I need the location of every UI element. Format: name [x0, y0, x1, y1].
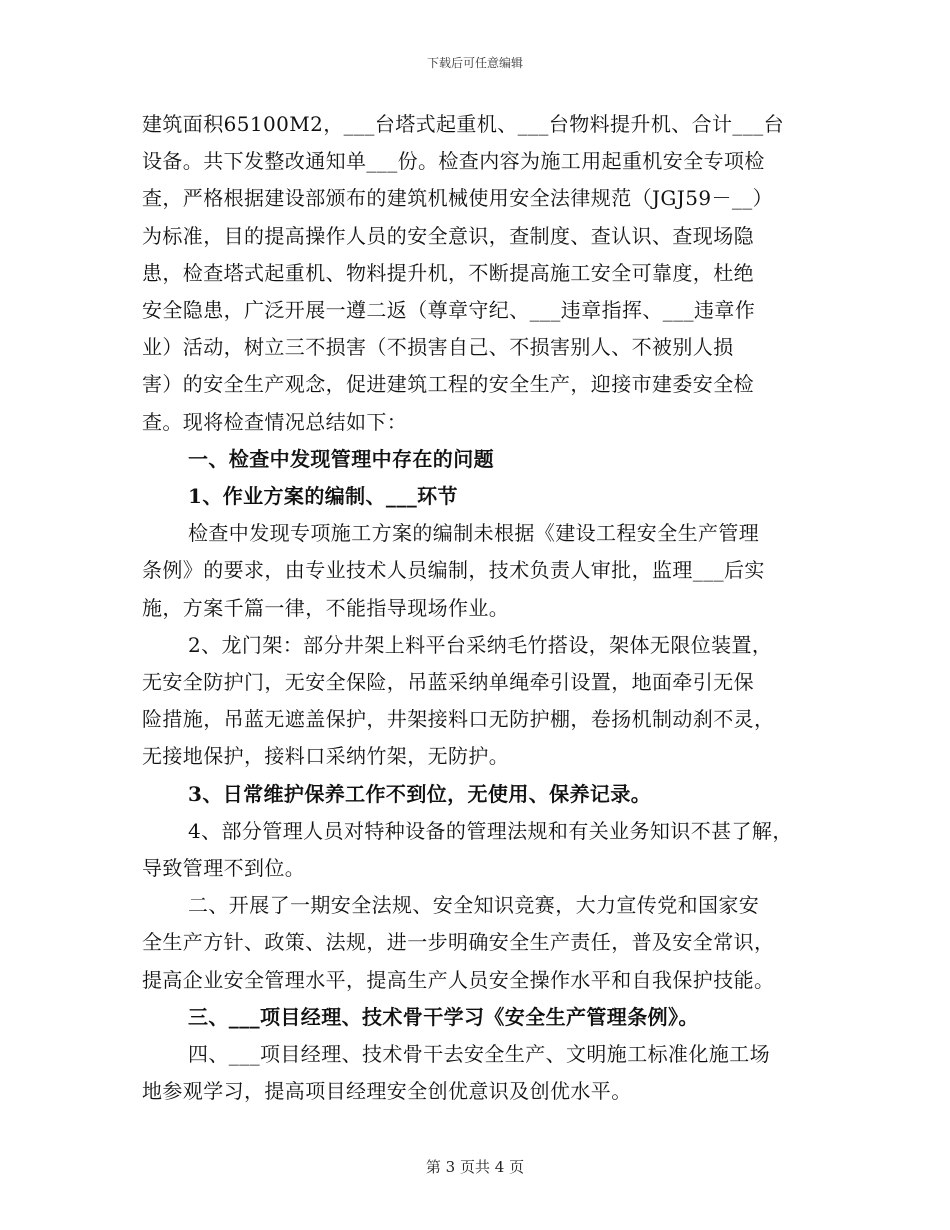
page-header: 下载后可任意编辑: [426, 56, 523, 70]
section-heading-line: 一、检查中发现管理中存在的问题: [188, 446, 494, 471]
paragraph-line: 查，严格根据建设部颁布的建筑机械使用安全法律规范（JGJ59－__）: [142, 186, 774, 211]
paragraph-line: 四、___项目经理、技术骨干去安全生产、文明施工标准化施工场: [188, 1042, 770, 1067]
paragraph-line: 险措施，吊蓝无遮盖保护，井架接料口无防护棚，卷扬机制动刹不灵，: [142, 707, 775, 732]
paragraph-line: 设备。共下发整改通知单___份。检查内容为施工用起重机安全专项检: [142, 149, 765, 174]
paragraph-line: 导致管理不到位。: [142, 856, 306, 881]
paragraph-line: 查。现将检查情况总结如下：: [142, 409, 408, 434]
paragraph-line: 安全隐患，广泛开展一遵二返（尊章守纪、___违章指挥、___违章作: [142, 298, 756, 323]
paragraph-line: 检查中发现专项施工方案的编制未根据《建设工程安全生产管理: [188, 521, 760, 546]
paragraph-line: 无安全防护门，无安全保险，吊蓝采纳单绳牵引设置，地面牵引无保: [142, 670, 754, 695]
paragraph-line: 全生产方针、政策、法规，进一步明确安全生产责任，普及安全常识，: [142, 930, 775, 955]
paragraph-line: 业）活动，树立三不损害（不损害自己、不损害别人、不被别人损: [142, 335, 734, 360]
paragraph-line: 害）的安全生产观念，促进建筑工程的安全生产，迎接市建委安全检: [142, 372, 754, 397]
paragraph-line: 二、开展了一期安全法规、安全知识竞赛，大力宣传党和国家安: [188, 893, 760, 918]
section-heading-line: 三、___项目经理、技术骨干学习《安全生产管理条例》。: [188, 1004, 699, 1029]
paragraph-line: 为标准，目的提高操作人员的安全意识，查制度、查认识、查现场隐: [142, 223, 754, 248]
paragraph-line: 2、龙门架：部分井架上料平台采纳毛竹搭设，架体无限位装置，: [188, 632, 773, 657]
paragraph-line: 4、部分管理人员对特种设备的管理法规和有关业务知识不甚了解，: [188, 818, 793, 843]
section-heading-line: 3、日常维护保养工作不到位，无使用、保养记录。: [188, 781, 652, 806]
paragraph-line: 无接地保护，接料口采纳竹架，无防护。: [142, 744, 510, 769]
section-heading-line: 1、作业方案的编制、___环节: [188, 484, 458, 509]
paragraph-line: 患，检查塔式起重机、物料提升机，不断提高施工安全可靠度，杜绝: [142, 260, 754, 285]
paragraph-line: 施，方案千篇一律，不能指导现场作业。: [142, 595, 510, 620]
paragraph-line: 条例》的要求，由专业技术人员编制，技术负责人审批，监理___后实: [142, 558, 765, 583]
page-footer: 第 3 页共 4 页: [425, 1158, 525, 1176]
paragraph-line: 提高企业安全管理水平，提高生产人员安全操作水平和自我保护技能。: [142, 967, 775, 992]
document-body: [142, 106, 822, 1110]
paragraph-line: 建筑面积65100M2，___台塔式起重机、___台物料提升机、合计___台: [142, 112, 785, 136]
paragraph-line: 地参观学习，提高项目经理安全创优意识及创优水平。: [142, 1079, 632, 1104]
